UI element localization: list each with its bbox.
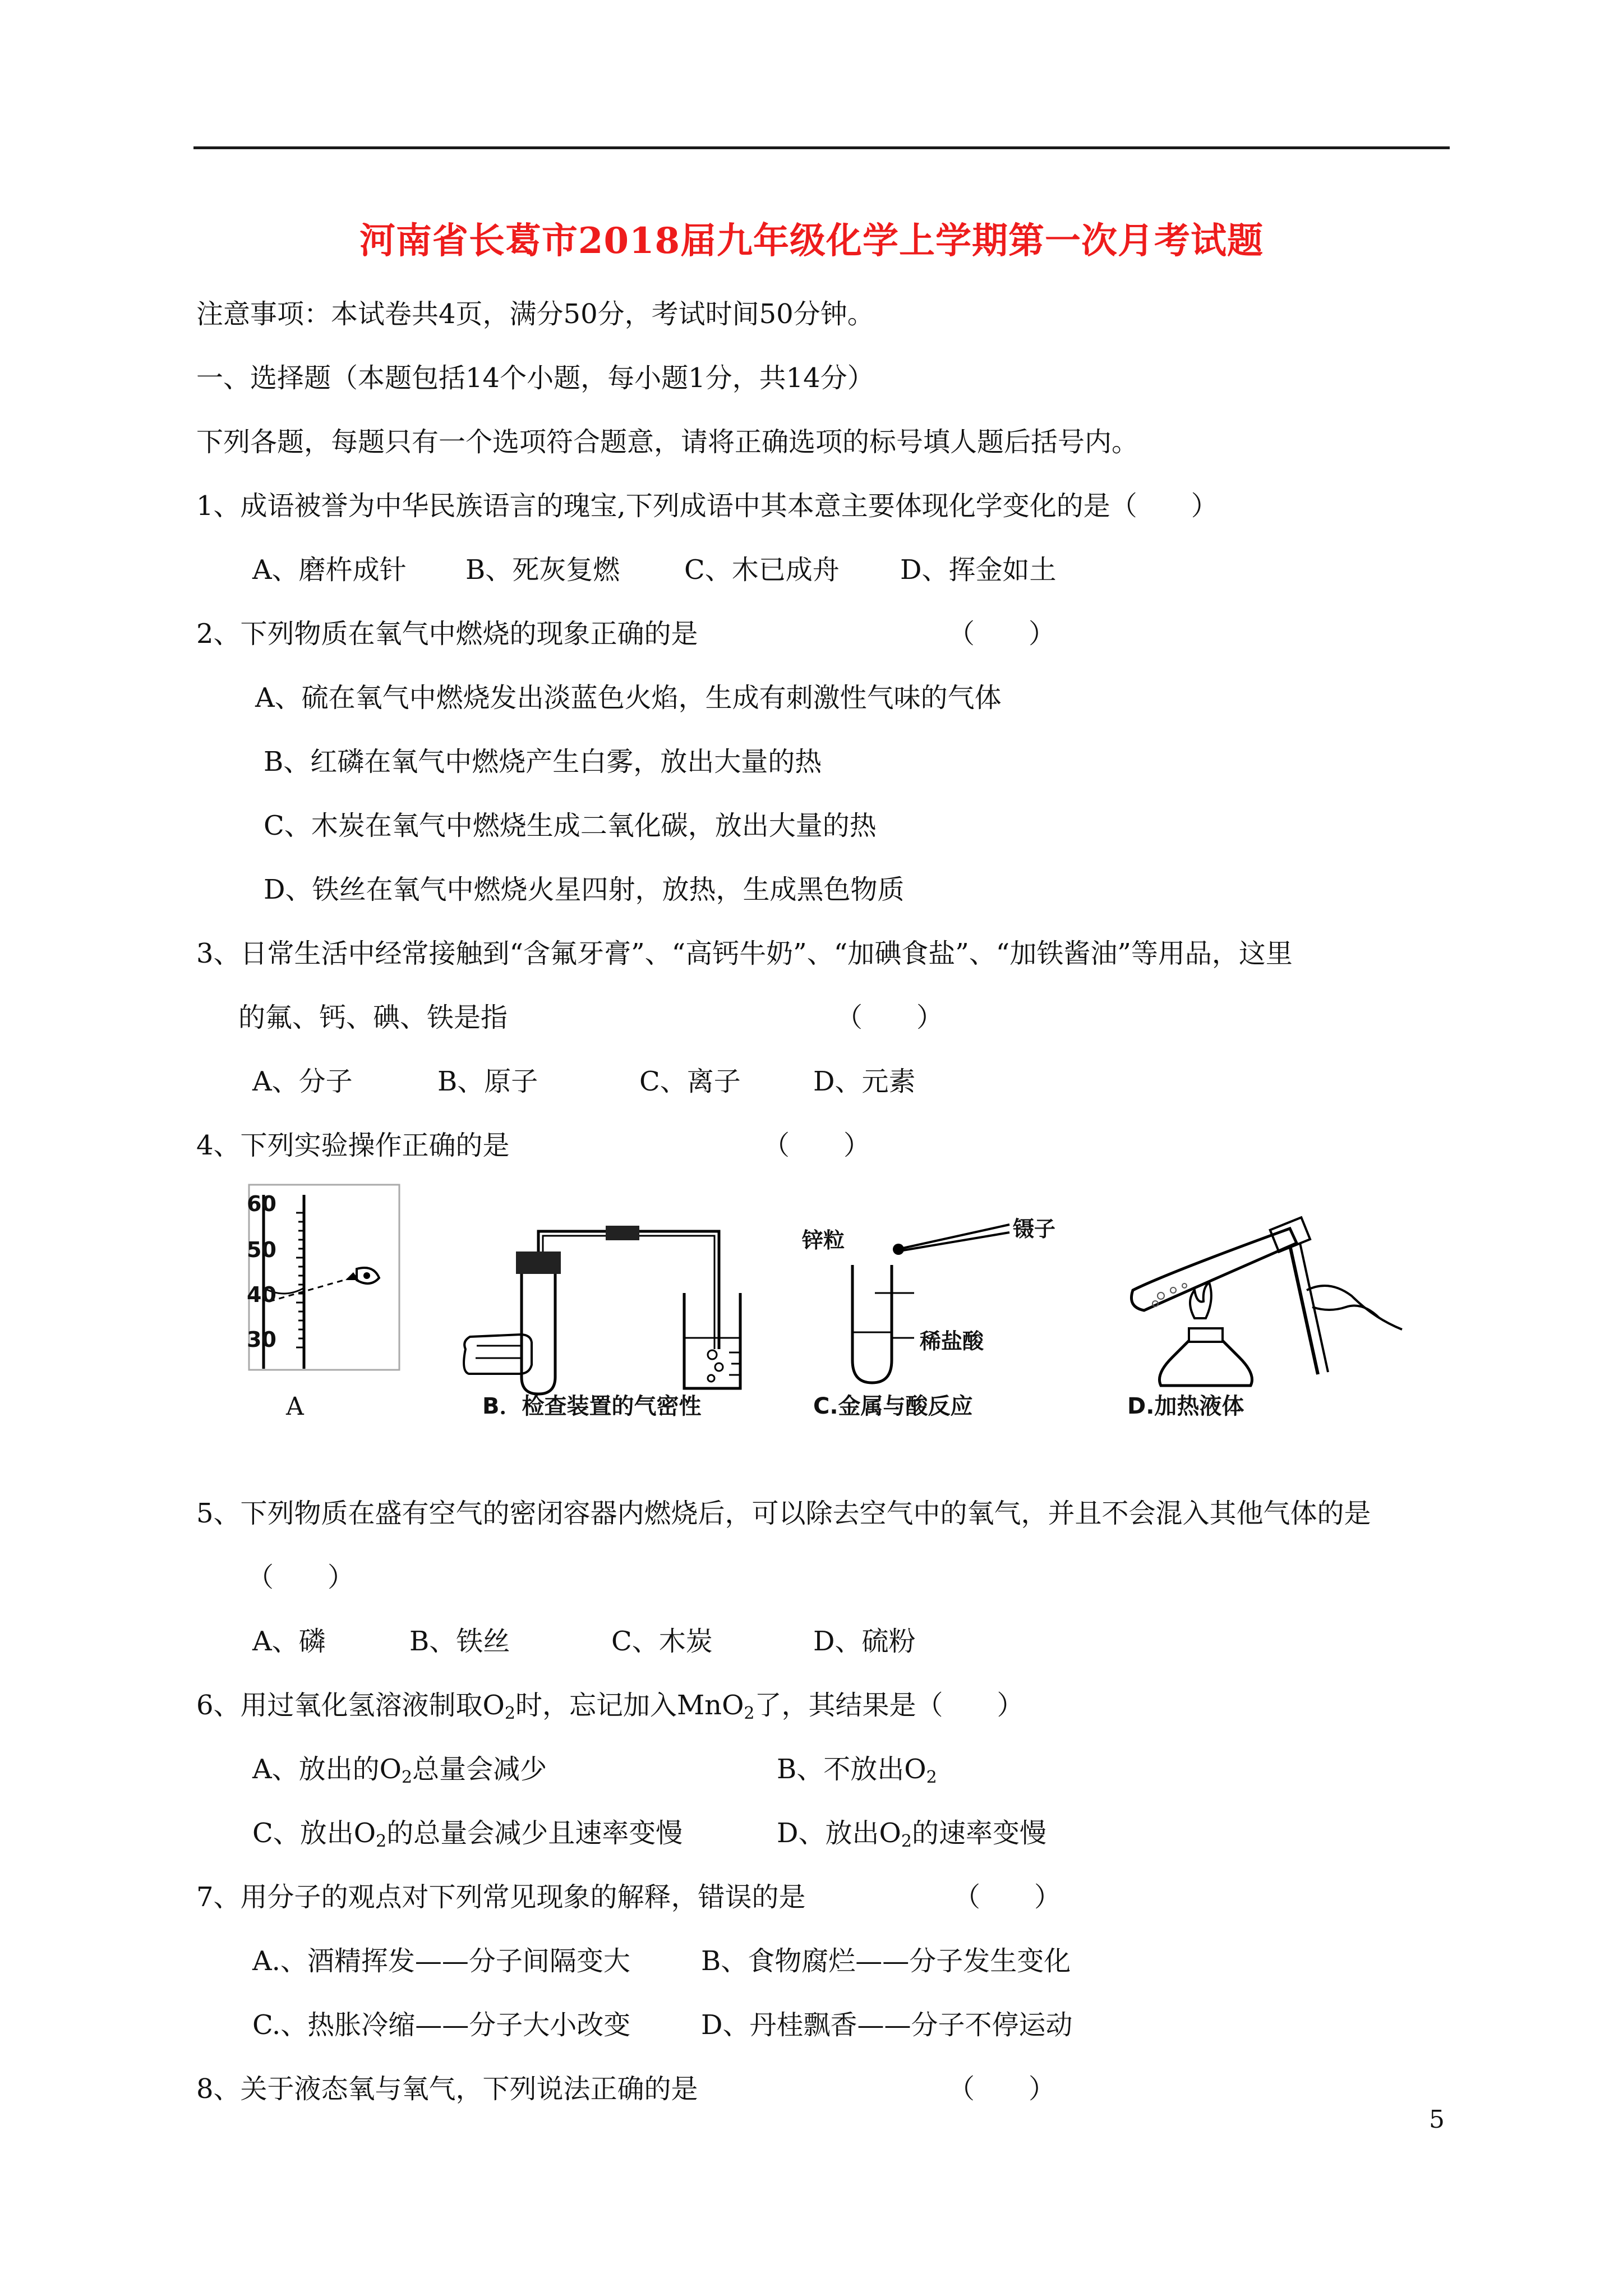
figure-c-caption: C.金属与酸反应 [813,1393,973,1419]
section-heading: 一、选择题（本题包括14个小题，每小题1分，共14分） [196,362,874,394]
q2-option-a: A、硫在氧气中燃烧发出淡蓝色火焰，生成有刺激性气味的气体 [255,682,1002,714]
q7-answer-paren: （ ） [953,1881,1062,1913]
figure-c-tweezers-label: 镊子 [1013,1217,1056,1241]
figure-a-tick-30: 30 [247,1327,276,1352]
page-number: 5 [1429,2105,1445,2134]
q4-stem: 4、下列实验操作正确的是 [196,1130,510,1161]
q5-option-c: C、木炭 [611,1626,713,1657]
notice: 注意事项：本试卷共4页，满分50分，考试时间50分钟。 [196,298,874,330]
q2-stem: 2、下列物质在氧气中燃烧的现象正确的是 [196,618,698,650]
q3-stem-line1: 3、日常生活中经常接触到“含氟牙膏”、“高钙牛奶”、“加碘食盐”、“加铁酱油”等用品，这里 [196,938,1293,969]
q7-option-c: C.、热胀冷缩——分子大小改变 [252,2009,631,2041]
q8-answer-paren: （ ） [948,2073,1056,2105]
q5-option-a: A、磷 [252,1626,326,1657]
figure-b-caption: B．检查装置的气密性 [482,1393,702,1419]
figure-a-tick-60: 60 [247,1191,276,1216]
q1-option-b: B、死灰复燃 [465,554,620,586]
q3-option-c: C、离子 [639,1066,741,1097]
q2-answer-paren: （ ） [948,618,1056,650]
section-instruction: 下列各题，每题只有一个选项符合题意，请将正确选项的标号填人题后括号内。 [196,426,1139,458]
q1-stem: 1、成语被誉为中华民族语言的瑰宝,下列成语中其本意主要体现化学变化的是（ ） [196,490,1218,522]
q5-option-d: D、硫粉 [813,1626,916,1657]
exam-title: 河南省长葛市2018届九年级化学上学期第一次月考试题 [359,220,1264,262]
q3-stem-line2: 的氟、钙、碘、铁是指 [238,1002,508,1033]
q7-stem: 7、用分子的观点对下列常见现象的解释，错误的是 [196,1881,806,1913]
q6-stem: 6、用过氧化氢溶液制取$O_2$时，忘记加入MnO$_2$了，其结果是（ ） [196,1690,1024,1723]
q5-option-b: B、铁丝 [409,1626,510,1657]
q3-option-a: A、分子 [252,1066,353,1097]
figure-a-tick-50: 50 [247,1237,276,1262]
q5-stem: 5、下列物质在盛有空气的密闭容器内燃烧后，可以除去空气中的氧气，并且不会混入其他气体的是 [196,1498,1371,1529]
figure-b-airtightness-diagram [460,1220,751,1400]
header-rule [193,146,1450,149]
q7-option-d: D、丹桂飘香——分子不停运动 [701,2009,1073,2041]
figure-c-zinc-label: 锌粒 [802,1228,845,1253]
q4-answer-paren: （ ） [763,1130,871,1161]
q1-option-a: A、磨杵成针 [252,554,407,586]
q5-answer-paren: （ ） [247,1562,355,1593]
q6-option-c: C、放出$O_2$的总量会减少且速率变慢 [252,1818,683,1851]
figure-a-tick-40: 40 [247,1282,276,1307]
figure-c-metal-acid-diagram [841,1220,1021,1388]
q1-option-d: D、挥金如土 [900,554,1057,586]
figure-a-caption: A [286,1392,304,1421]
q6-option-d: D、放出$O_2$的速率变慢 [777,1818,1046,1851]
q7-option-b: B、食物腐烂——分子发生变化 [701,1945,1071,1977]
figure-d-caption: D.加热液体 [1127,1393,1244,1419]
figure-c-acid-label: 稀盐酸 [920,1329,984,1354]
q8-stem: 8、关于液态氧与氧气，下列说法正确的是 [196,2073,698,2105]
q2-option-d: D、铁丝在氧气中燃烧火星四射，放热，生成黑色物质 [264,874,905,905]
q2-option-c: C、木炭在氧气中燃烧生成二氧化碳，放出大量的热 [264,810,877,841]
q3-option-b: B、原子 [437,1066,538,1097]
q1-option-c: C、木已成舟 [684,554,840,586]
q3-answer-paren: （ ） [836,1002,944,1033]
q2-option-b: B、红磷在氧气中燃烧产生白雾，放出大量的热 [264,746,822,777]
figure-d-heating-diagram [1122,1206,1402,1391]
q6-option-b: B、不放出$O_2$ [777,1754,937,1787]
q6-option-a: A、放出的$O_2$总量会减少 [252,1754,547,1787]
q7-option-a: A.、酒精挥发——分子间隔变大 [252,1945,630,1977]
q3-option-d: D、元素 [813,1066,916,1097]
